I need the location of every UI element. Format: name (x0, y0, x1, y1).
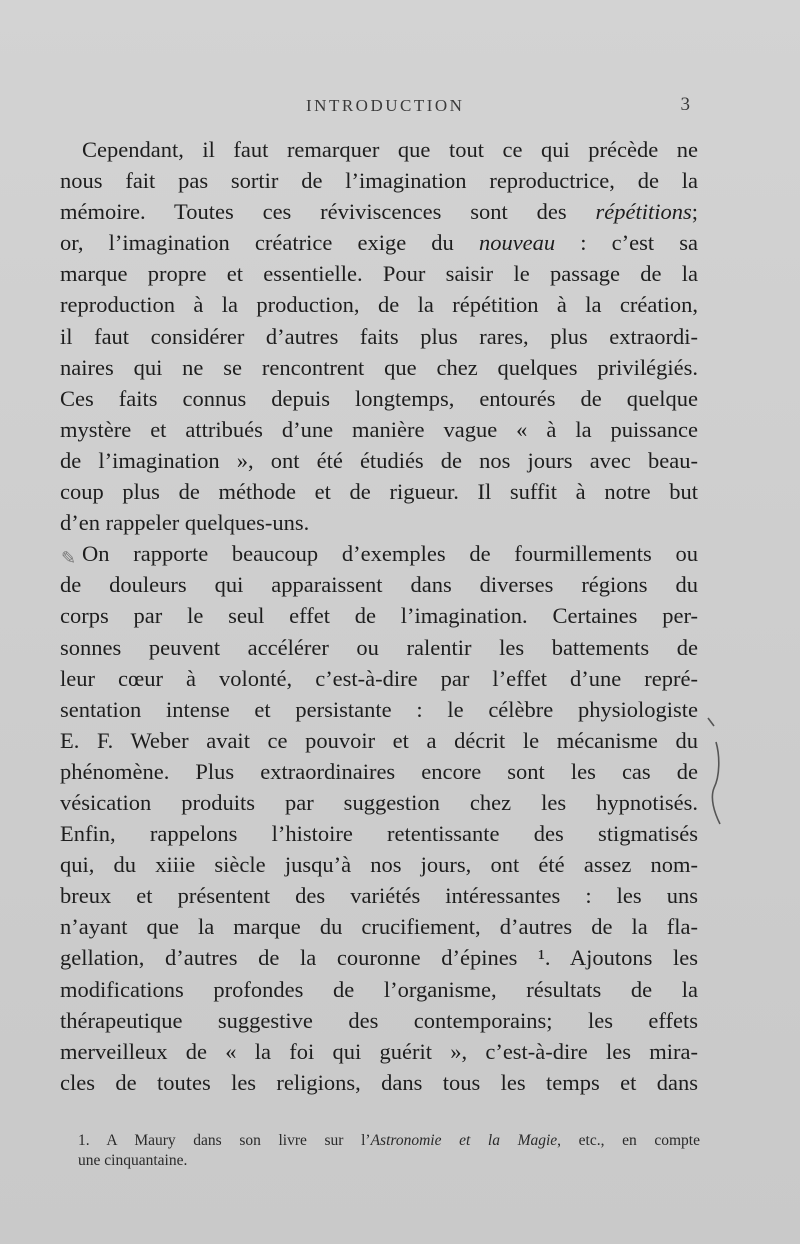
text-line: qui, du xiiie siècle jusqu’à nos jours, ont été assez nom- (60, 852, 698, 878)
body-text (60, 134, 698, 1098)
text-line: Cependant, il faut remarquer que tout ce qui précède ne (82, 137, 698, 162)
page-number: 3 (680, 94, 690, 115)
text-line: coup plus de méthode et de rigueur. Il suffit à notre but (60, 479, 698, 505)
text-line: d’en rappeler quelques-uns. (60, 510, 310, 536)
text-line: naires qui ne se rencontrent que chez quelques privilégiés. (60, 354, 698, 380)
text-line: sonnes peuvent accélérer ou ralentir les battements de (60, 634, 698, 660)
text-line: mystère et attribués d’une manière vague « à la puissance (60, 416, 698, 442)
footnote-line: 1. A Maury dans son livre sur l’Astronomie et la Magie, etc., en compte (78, 1132, 700, 1149)
text-line: Ces faits connus depuis longtemps, entourés de quelque (60, 385, 698, 411)
text-line: mémoire. Toutes ces réviviscences sont des répétitions; (60, 199, 698, 225)
text-line: Enfin, rappelons l’histoire retentissante des stigmatisés (60, 821, 698, 847)
text-line: nous fait pas sortir de l’imagination reproductrice, de la (60, 168, 698, 194)
margin-bracket-mark (704, 716, 726, 828)
text-line: E. F. Weber avait ce pouvoir et a décrit le mécanisme du (60, 727, 698, 753)
text-line: corps par le seul effet de l’imagination. Certaines per- (60, 603, 698, 629)
chapter-title: INTRODUCTION (306, 96, 465, 115)
text-line: de douleurs qui apparaissent dans diverses régions du (60, 572, 698, 598)
text-line: il faut considérer d’autres faits plus rares, plus extraordi- (60, 323, 698, 349)
text-line: or, l’imagination créatrice exige du nouveau : c’est sa (60, 230, 698, 256)
running-head (300, 92, 700, 118)
text-line: breux et présentent des variétés intéressantes : les uns (60, 883, 698, 909)
text-line: phénomène. Plus extraordinaires encore sont les cas de (60, 758, 698, 784)
text-line: thérapeutique suggestive des contemporains; les effets (60, 1007, 698, 1033)
text-line: de l’imagination », ont été étudiés de nos jours avec beau- (60, 447, 698, 473)
text-line: vésication produits par suggestion chez les hypnotisés. (60, 789, 698, 815)
text-line: modifications profondes de l’organisme, résultats de la (60, 976, 698, 1002)
text-line: n’ayant que la marque du crucifiement, d’autres de la fla- (60, 914, 698, 940)
text-line: cles de toutes les religions, dans tous les temps et dans (60, 1069, 698, 1095)
footnotes (78, 1131, 700, 1171)
text-line: marque propre et essentielle. Pour saisir le passage de la (60, 261, 698, 287)
text-line: gellation, d’autres de la couronne d’épines ¹. Ajoutons les (60, 945, 698, 971)
pencil-mark-icon: ✎ (61, 548, 77, 568)
footnote-line: une cinquantaine. (78, 1152, 188, 1169)
text-line: merveilleux de « la foi qui guérit », c’est-à-dire les mira- (60, 1038, 698, 1064)
text-line: sentation intense et persistante : le célèbre physiologiste (60, 696, 698, 722)
text-line: On rapporte beaucoup d’exemples de fourmillements ou (82, 541, 698, 567)
text-line: leur cœur à volonté, c’est-à-dire par l’effet d’une repré- (60, 665, 698, 691)
text-line: reproduction à la production, de la répétition à la création, (60, 292, 698, 318)
